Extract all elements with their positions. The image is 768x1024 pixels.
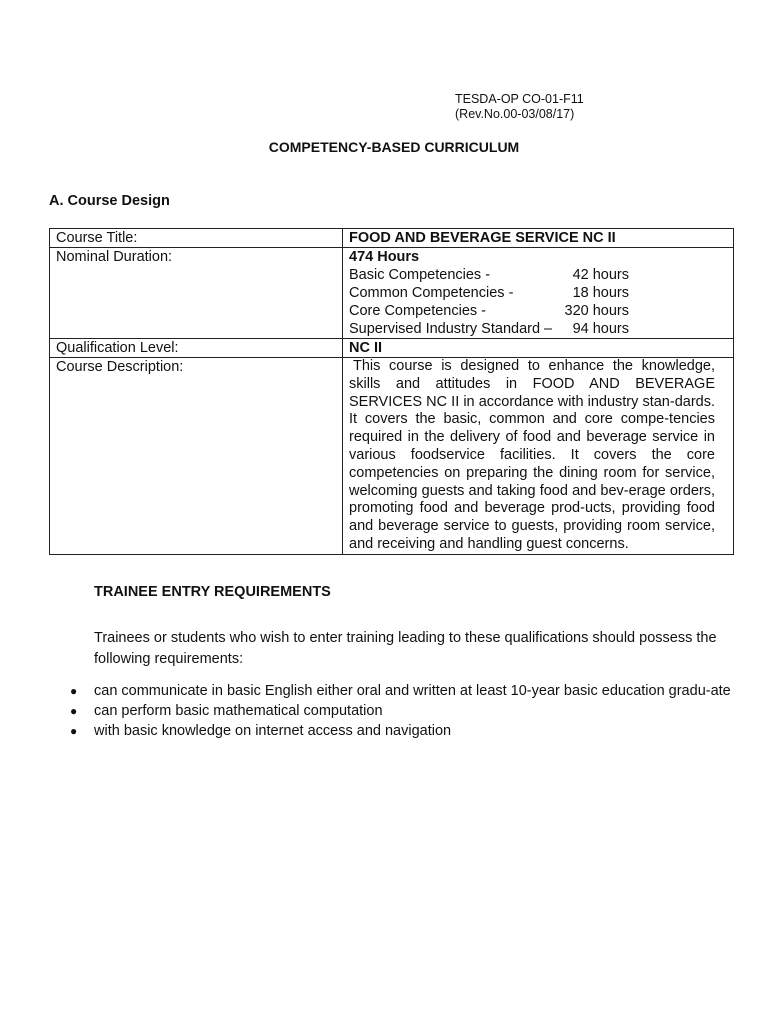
trainee-requirements-list [68,682,738,742]
course-description-cell [343,358,734,555]
document-title: COMPETENCY-BASED CURRICULUM [268,139,520,155]
nominal-duration-value [343,248,734,339]
duration-hours: 94 hours [572,321,629,337]
bullet-icon: ● [70,724,78,738]
duration-name: Common Competencies - [349,285,514,301]
duration-row-supervised [349,320,727,338]
table-row-nominal-duration [50,248,734,339]
course-design-table [49,228,734,555]
nominal-duration-label: Nominal Duration: [50,248,343,339]
course-description-label: Course Description: [50,358,343,555]
table-row-course-description [50,358,734,555]
table-row-qualification-level [50,339,734,358]
bullet-icon: ● [70,684,78,698]
duration-row-basic [349,266,727,284]
duration-name: Supervised Industry Standard – [349,321,553,337]
course-title-value: FOOD AND BEVERAGE SERVICE NC II [343,229,734,248]
duration-hours: 42 hours [572,267,629,283]
list-item [68,722,738,741]
qualification-level-value: NC II [343,339,734,358]
course-description-text: This course is designed to enhance the knowledge, skills and attitudes in FOOD AND BEVERAGE SERVICES NC II in accordance with industry stan-dards. It covers the basic, common and core compe-tencies required in the delivery of food and beverage service in various foodservice facilities. It covers the core competencies on preparing the dining room for service, welcoming guests and taking food and bev-erage orders, promoting food and beverage prod-ucts, providing food and beverage service to guests, providing room service, and receiving and handling guest concerns. [349,358,715,552]
course-title-label: Course Title: [50,229,343,248]
duration-name: Core Competencies - [349,303,486,319]
duration-hours: 18 hours [572,285,629,301]
nominal-duration-total: 474 Hours [349,249,420,265]
duration-name: Basic Competencies - [349,267,491,283]
requirement-text: with basic knowledge on internet access and navigation [94,723,452,739]
trainee-requirements-heading: TRAINEE ENTRY REQUIREMENTS [94,584,331,600]
bullet-icon: ● [70,704,78,718]
form-code-block [455,92,584,122]
section-heading-course-design: A. Course Design [49,193,170,209]
revision-number: (Rev.No.00-03/08/17) [455,107,575,121]
list-item [68,702,738,721]
requirement-text: can communicate in basic English either oral and written at least 10-year basic education gradu-ate [94,683,731,699]
requirement-text: can perform basic mathematical computation [94,703,383,719]
form-code: TESDA-OP CO-01-F11 [455,92,584,106]
list-item [68,682,738,701]
duration-row-core [349,302,727,320]
duration-row-common [349,284,727,302]
trainee-requirements-intro: Trainees or students who wish to enter training leading to these qualifications should possess the following requirements: [94,630,717,667]
qualification-level-label: Qualification Level: [50,339,343,358]
duration-hours: 320 hours [564,303,629,319]
table-row-course-title [50,229,734,248]
